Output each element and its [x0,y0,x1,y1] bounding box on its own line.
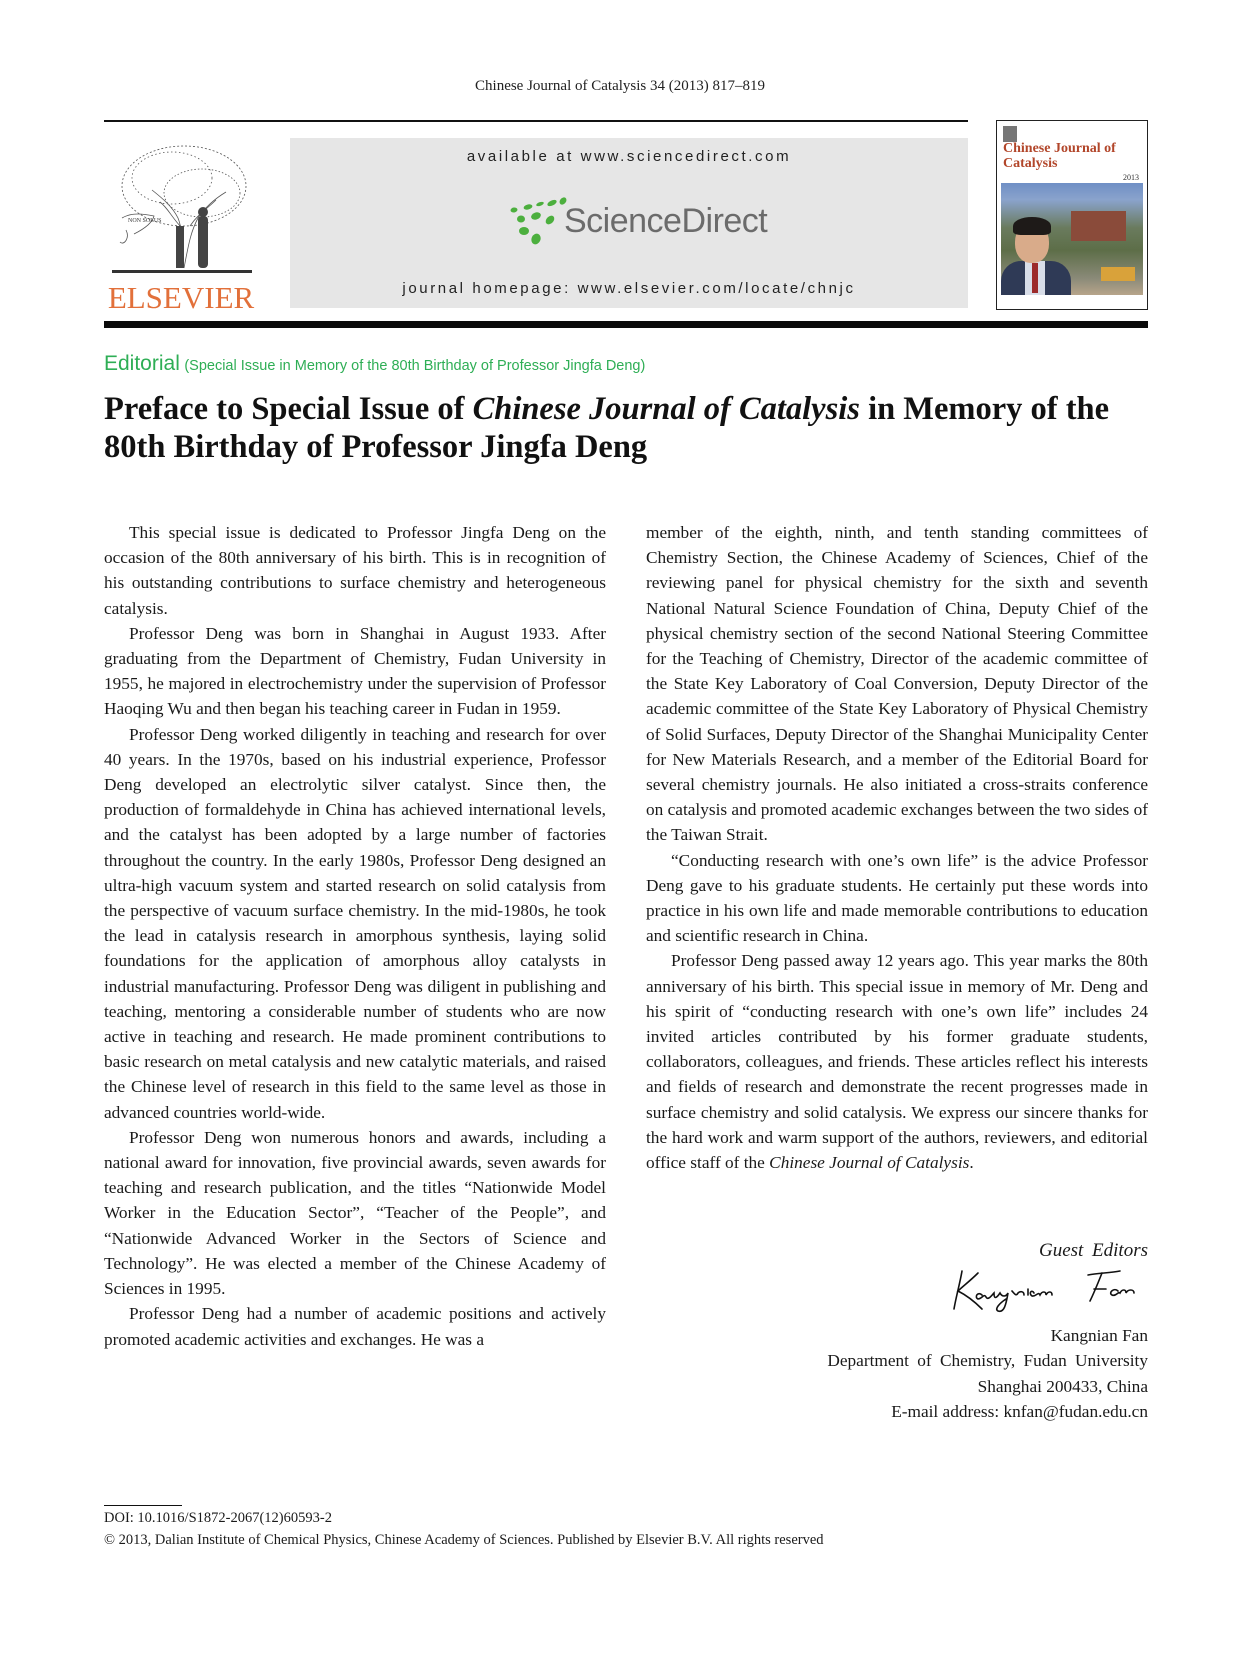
running-head: Chinese Journal of Catalysis 34 (2013) 817–819 [475,78,765,94]
article-type [104,352,645,376]
cover-building-image [1071,211,1126,241]
paragraph: This special issue is dedicated to Professor Jingfa Deng on the occasion of the 80th anniversary of his birth. This is in recognition of his outstanding contributions to surface chemistry and heterogeneous catalysis. [104,523,606,618]
editor-address: Shanghai 200433, China [977,1376,1148,1396]
signature-block [760,1238,1148,1424]
cover-portrait-tie [1032,263,1038,293]
title-journal-italic: Chinese Journal of Catalysis [472,391,860,427]
top-rule [104,120,968,122]
cover-year: 2013 [1123,173,1139,182]
editor-email[interactable]: E-mail address: knfan@fudan.edu.cn [891,1401,1148,1421]
sciencedirect-logo[interactable] [498,196,778,246]
paragraph: member of the eighth, ninth, and tenth standing committees of Chemistry Section, the Chinese Academy of Sciences, Chief of the reviewing panel for physical chemistry for the sixth and seventh National Natural Science Foundation of China, Deputy Chief of the physical chemistry section of the second National Steering Committee for the Teaching of Chemistry, Director of the academic committee of the State Key Laboratory of Coal Conversion, Deputy Director of the academic committee of the State Key Laboratory of Physical Chemistry of Solid Surfaces, Deputy Director of the Shanghai Municipality Center for New Materials Research, and a member of the Editorial Board for several chemistry journals. He also initiated a cross-straits conference on catalysis and promoted academic exchanges between the two sides of the Taiwan Strait. [646,523,1148,845]
journal-name-italic: Chinese Journal of Catalysis [769,1153,970,1173]
cover-badge [1101,267,1135,281]
title-part2: in Memory of the 80th Birthday of Professor Jingfa Deng [104,391,1110,465]
cover-title: Chinese Journal of Catalysis [1003,141,1116,171]
body-left-column [104,520,606,1352]
paragraph-end: . [969,1153,974,1173]
sciencedirect-banner [290,138,968,308]
editor-department: Department of Chemistry, Fudan University [827,1351,1148,1371]
handwritten-signature-icon [948,1263,1148,1315]
paragraph: “Conducting research with one’s own life” is the advice Professor Deng gave to his graduate students. He certainly put these words into practice in his own life and made memorable contributions to education and scientific research in China. [646,850,1148,946]
journal-homepage-link[interactable]: journal homepage: www.elsevier.com/locate/chnjc [402,280,856,297]
doi-link[interactable]: DOI: 10.1016/S1872-2067(12)60593-2 [104,1510,332,1526]
sciencedirect-availability-link[interactable]: available at www.sciencedirect.com [466,148,792,165]
non-solus-ribbon: NON SOLUS [128,218,162,224]
cover-elsevier-mini-logo [1003,126,1017,142]
sciencedirect-dots-icon [498,196,568,246]
paragraph: Professor Deng worked diligently in teaching and research for over 40 years. In the 1970s, based on his industrial experience, Professor Deng developed an electrolytic silver catalyst. Since then, the production of formaldehyde in China has achieved international levels, and the catalyst has been adopted by a large number of factories throughout the country. In the early 1980s, Professor Deng designed an ultra-high vacuum system and started research on solid catalysis from the perspective of vacuum surface chemistry. In the mid-1980s, he took the lead in catalysis research in amorphous synthesis, laying solid foundations for the application of amorphous alloy catalysts in industrial manufacturing. Professor Deng was diligent in publishing and teaching, mentoring a considerable number of students who are now active in teaching and research. He made prominent contributions to basic research on metal catalysis and new catalytic materials, and raised the Chinese level of research in this field to the same level as those in advanced countries world-wide. [104,724,606,1122]
elsevier-logo [104,138,258,314]
paragraph: Professor Deng had a number of academic positions and actively promoted academic activities and exchanges. He was a [104,1304,606,1349]
title-part1: Preface to Special Issue of [104,391,473,427]
paragraph-text: Professor Deng passed away 12 years ago. This year marks the 80th anniversary of his birth. This special issue in memory of Mr. Deng and his spirit of “conducting research with one’s own life” includes 24 invited articles contributed by his former graduate students, collaborators, colleagues, and friends. These articles reflect his interests and fields of research and demonstrate the recent progresses made in surface chemistry and solid catalysis. We express our sincere thanks for the hard work and warm support of the authors, reviewers, and editorial office staff of the [646,951,1148,1173]
cover-portrait-hair [1013,217,1051,235]
paragraph: Professor Deng won numerous honors and awards, including a national award for innovation, five provincial awards, seven awards for teaching and research publication, and the titles “Nationwide Model Worker in the Education Sector”, “Teacher of the People”, and “Nationwide Advanced Worker in the Sectors of Science and Technology”. He was elected a member of the Chinese Academy of Sciences in 1995. [104,1127,606,1299]
guest-editors-heading: Guest Editors [1038,1240,1148,1261]
elsevier-wordmark: ELSEVIER [107,280,255,315]
paragraph [646,948,1148,1175]
header-divider [104,321,1148,328]
elsevier-tree-icon [112,138,252,278]
editor-name: Kangnian Fan [1050,1326,1148,1346]
article-type-label: Editorial [104,352,180,375]
cover-photo [1001,183,1143,295]
body-right-column [646,520,1148,1175]
paragraph: Professor Deng was born in Shanghai in August 1933. After graduating from the Department of Chemistry, Fudan University in 1955, he majored in electrochemistry under the supervision of Professor Haoqing Wu and then began his teaching career in Fudan in 1959. [104,623,606,719]
article-type-subtitle: (Special Issue in Memory of the 80th Birthday of Professor Jingfa Deng) [184,358,646,374]
footnote-rule [104,1505,182,1506]
sciencedirect-wordmark: ScienceDirect [564,202,768,240]
copyright-notice: © 2013, Dalian Institute of Chemical Physics, Chinese Academy of Sciences. Published by Elsevier B.V. All rights reserved [104,1532,824,1548]
article-title [104,390,1154,466]
journal-cover-thumbnail[interactable] [996,120,1148,310]
